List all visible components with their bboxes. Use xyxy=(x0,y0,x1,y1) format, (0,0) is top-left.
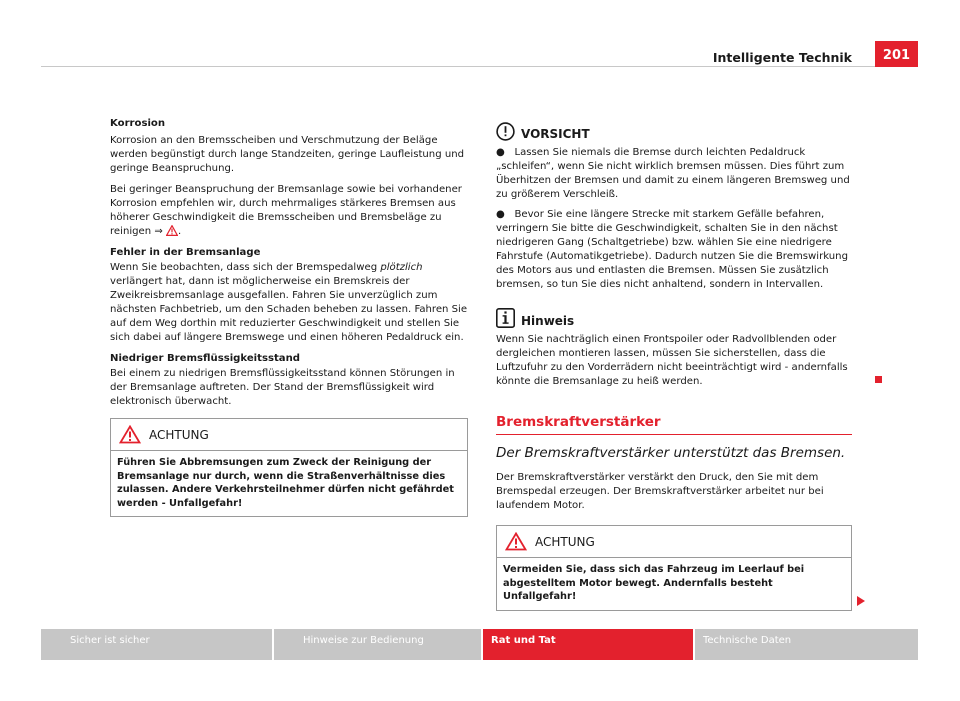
fehler-heading: Fehler in der Bremsanlage xyxy=(110,247,261,258)
warning-triangle-icon xyxy=(119,425,141,444)
footer-tab-label: Hinweise zur Bedienung xyxy=(303,635,424,646)
achtung-text: Führen Sie Abbremsungen zum Zweck der Reinigung der Bremsanlage nur durch, wenn die Straßenverhältnisse dies zulassen. Andere Verkehrsteilnehmer dürfen nicht gefährdet werden - Unfallgefahr! xyxy=(117,457,454,509)
warning-triangle-icon xyxy=(505,532,527,551)
hinweis-paragraph xyxy=(496,333,852,389)
exclamation-circle-icon xyxy=(496,122,515,141)
bullet-dot: ● xyxy=(496,147,505,158)
achtung-box-right xyxy=(496,525,852,611)
korrosion-paragraph-1: Korrosion an den Bremsscheiben und Verschmutzung der Beläge werden begünstigt durch lange Standzeiten, geringe Laufleistung und geringe Beanspruchung. xyxy=(110,135,465,174)
continue-arrow-icon[interactable] xyxy=(857,596,865,606)
korrosion-paragraph-2-text: Bei geringer Beanspruchung der Bremsanlage sowie bei vorhandener Korrosion empfehlen wir, durch mehrmaliges stärkeres Bremsen aus höherer Geschwindigkeit die Bremsscheiben und Bremsbeläge zu reinigen ⇒ xyxy=(110,184,462,237)
left-column xyxy=(110,117,468,517)
hinweis-text: Wenn Sie nachträglich einen Frontspoiler oder Radvollblenden oder dergleichen montieren lassen, müssen Sie sicherstellen, dass die Luftzufuhr zu den Vorderrädern nicht beeinträchtigt wird - andernfalls könnte die Bremsanlage zu heiß werden. xyxy=(496,334,848,387)
info-icon xyxy=(496,308,515,328)
hinweis-title: Hinweis xyxy=(521,314,575,328)
right-column xyxy=(496,122,852,611)
fehler-text-a: Wenn Sie beobachten, dass sich der Bremspedalweg xyxy=(110,262,381,273)
footer-tab-label: Sicher ist sicher xyxy=(70,635,150,646)
end-marker-icon xyxy=(875,376,882,383)
achtung-header xyxy=(111,419,467,451)
fehler-text-b: verlängert hat, dann ist möglicherweise ein Bremskreis der Zweikreisbremsanlage ausgefallen. Fahren Sie unverzüglich zum nächsten Fachbetrieb, um den Schaden beheben zu lassen. Fahren Sie auf dem Weg dorthin mit reduzierter Geschwindigkeit und stellen Sie sich dabei auf längere Bremswege und einen höheren Pedaldruck ein. xyxy=(110,276,468,343)
footer-tab-hinweise[interactable] xyxy=(274,629,481,660)
achtung-box-left xyxy=(110,418,468,517)
footer-tab-sicher[interactable] xyxy=(41,629,272,660)
page-number: 201 xyxy=(875,41,918,67)
niedrig-paragraph: Bei einem zu niedrigen Bremsflüssigkeitsstand können Störungen in der Bremsanlage auftreten. Der Stand der Bremsflüssigkeit wird elektronisch überwacht. xyxy=(110,368,455,407)
hinweis-header xyxy=(496,308,852,328)
header-title: Intelligente Technik xyxy=(712,50,852,65)
achtung-title: ACHTUNG xyxy=(149,427,209,442)
warning-triangle-icon[interactable] xyxy=(166,225,178,236)
vorsicht-header xyxy=(496,122,852,141)
bullet-dot: ● xyxy=(496,209,505,220)
fehler-text-emphasis: plötzlich xyxy=(380,262,423,273)
achtung-header xyxy=(497,526,851,558)
korrosion-heading: Korrosion xyxy=(110,118,166,129)
footer-tab-label: Technische Daten xyxy=(703,635,792,646)
footer-tab-rat-und-tat[interactable] xyxy=(483,629,693,660)
vorsicht-item xyxy=(496,146,852,202)
korrosion-paragraph-2 xyxy=(110,183,468,239)
vorsicht-item-text: Lassen Sie niemals die Bremse durch leichten Pedaldruck „schleifen“, wenn Sie nicht wirklich bremsen müssen. Dies führt zum Überhitzen der Bremsen und damit zu einem längeren Bremsweg und zu größerem Verschleiß. xyxy=(496,147,850,200)
achtung-title: ACHTUNG xyxy=(535,534,595,549)
footer-tab-label: Rat und Tat xyxy=(491,635,556,646)
vorsicht-title: VORSICHT xyxy=(521,127,590,141)
footer-tab-technische-daten[interactable] xyxy=(695,629,918,660)
section-subtitle: Der Bremskraftverstärker unterstützt das Bremsen. xyxy=(496,445,846,461)
niedrig-heading: Niedriger Bremsflüssigkeitsstand xyxy=(110,353,301,364)
vorsicht-item-text: Bevor Sie eine längere Strecke mit starkem Gefälle befahren, verringern Sie bitte die Geschwindigkeit, schalten Sie in den nächst niedrigeren Gang (Schaltgetriebe) bzw. wählen Sie eine niedrigere Fahrstufe (Automatikgetriebe). Dadurch nutzen Sie die Bremswirkung des Motors aus und entlasten die Bremsen. Müssen Sie zusätzlich bremsen, so tun Sie dies nicht anhaltend, sondern in Intervallen. xyxy=(496,209,848,290)
header-rule xyxy=(41,66,918,67)
section-paragraph: Der Bremskraftverstärker verstärkt den Druck, den Sie mit dem Bremspedal erzeugen. Der Bremskraftverstärker arbeitet nur bei laufendem Motor. xyxy=(496,472,824,511)
achtung-text: Vermeiden Sie, dass sich das Fahrzeug im Leerlauf bei abgestelltem Motor bewegt. Andernfalls besteht Unfallgefahr! xyxy=(503,564,805,602)
fehler-paragraph xyxy=(110,261,468,345)
section-title: Bremskraftverstärker xyxy=(496,415,852,435)
korrosion-paragraph-2-end: . xyxy=(178,226,182,237)
vorsicht-item xyxy=(496,208,852,292)
